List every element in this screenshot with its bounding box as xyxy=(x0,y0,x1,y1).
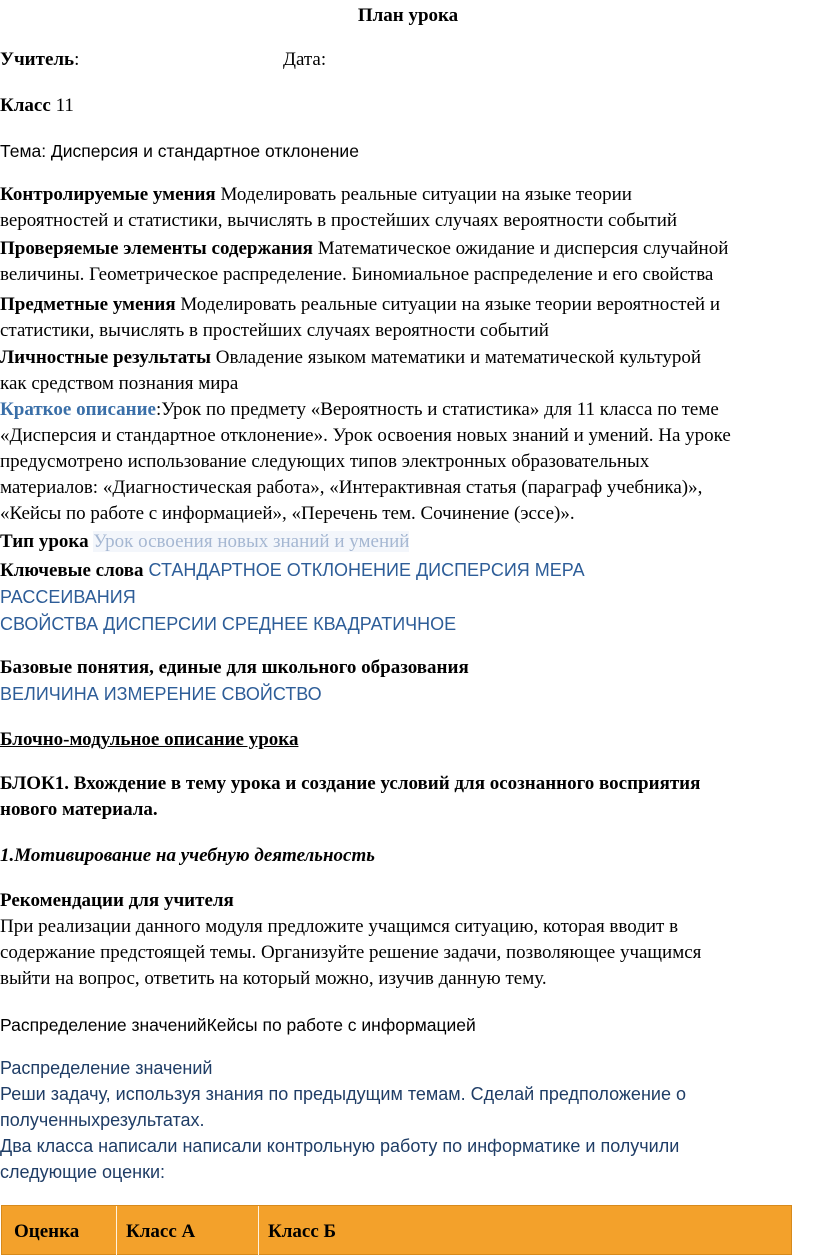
resource-line: Распределение значенийКейсы по работе с информацией xyxy=(0,1015,476,1035)
topic-line: Тема: Дисперсия и стандартное отклонение xyxy=(0,141,359,161)
class-label: Класс xyxy=(0,95,51,116)
table-header-class-a: Класс А xyxy=(126,1221,196,1242)
content-elements-text-1: Математическое ожидание и дисперсия случайной xyxy=(312,238,729,259)
class-value: 11 xyxy=(55,95,74,116)
controlled-skills-text-1: Моделировать реальные ситуации на языке теории xyxy=(215,184,632,205)
teacher-label: Учитель xyxy=(0,49,75,70)
teacher-recs-line-3: выйти на вопрос, ответить на который можно, изучив данную тему. xyxy=(0,968,547,989)
class-field xyxy=(0,93,74,119)
short-description xyxy=(0,397,810,527)
table-divider xyxy=(116,1206,117,1256)
lesson-type xyxy=(0,529,810,555)
block-module-heading xyxy=(0,727,810,753)
teacher-field xyxy=(0,47,79,73)
teacher-colon: : xyxy=(74,49,80,70)
subject-skills-text-1: Моделировать реальные ситуации на языке теории вероятностей и xyxy=(175,294,720,315)
short-description-line-5: «Кейсы по работе с информацией», «Перечень тем. Сочинение (эссе)». xyxy=(0,503,575,524)
task-block xyxy=(0,1055,810,1185)
date-field: Дата: xyxy=(283,49,327,70)
short-description-line-4: материалов: «Диагностическая работа», «Интерактивная статья (параграф учебника)», xyxy=(0,477,703,498)
table-header-grade: Оценка xyxy=(14,1221,80,1242)
task-line-3: Два класса написали написали контрольную работу по информатике и получили xyxy=(0,1136,680,1156)
controlled-skills-text-2: вероятностей и статистики, вычислять в простейших случаях вероятности событий xyxy=(0,210,678,231)
block1-heading-line-2: нового материала. xyxy=(0,799,158,820)
teacher-recs-heading: Рекомендации для учителя xyxy=(0,890,234,911)
short-description-line-2: «Дисперсия и стандартное отклонение». Урок освоения новых знаний и умений. На уроке xyxy=(0,425,731,446)
block1-heading xyxy=(0,771,810,823)
keywords-line-1: СТАНДАРТНОЕ ОТКЛОНЕНИЕ ДИСПЕРСИЯ МЕРА xyxy=(143,560,585,580)
content-elements-label: Проверяемые элементы содержания xyxy=(0,238,313,259)
grades-table xyxy=(1,1205,792,1255)
lesson-type-label: Тип урока xyxy=(0,531,89,552)
task-line-1: Реши задачу, используя знания по предыдущим темам. Сделай предположение о xyxy=(0,1084,686,1104)
teacher-recs-line-1: При реализации данного модуля предложите учащимся ситуацию, которая вводит в xyxy=(0,916,679,937)
teacher-recs-line-2: содержание предстоящей темы. Организуйте решение задачи, позволяющее учащимся xyxy=(0,942,702,963)
table-header-class-b: Класс Б xyxy=(268,1221,337,1242)
teacher-recommendations xyxy=(0,888,810,992)
controlled-skills xyxy=(0,182,810,234)
personal-results-text-1: Овладение языком математики и математической культурой xyxy=(211,347,702,368)
short-description-line-1: :Урок по предмету «Вероятность и статистика» для 11 класса по теме xyxy=(155,399,719,420)
subject-skills-text-2: статистики, вычислять в простейших случаях вероятности событий xyxy=(0,320,549,341)
personal-results-text-2: как средством познания мира xyxy=(0,373,239,394)
block-module-heading-text: Блочно-модульное описание урока xyxy=(0,729,299,750)
keywords xyxy=(0,557,810,638)
base-concepts-label: Базовые понятия, единые для школьного образования xyxy=(0,657,469,678)
base-concepts-value: ВЕЛИЧИНА ИЗМЕРЕНИЕ СВОЙСТВО xyxy=(0,684,322,704)
task-line-4: следующие оценки: xyxy=(0,1162,165,1182)
base-concepts xyxy=(0,655,810,708)
keywords-label: Ключевые слова xyxy=(0,560,144,581)
task-title: Распределение значений xyxy=(0,1058,213,1078)
page-title: План урока xyxy=(357,5,459,26)
table-divider xyxy=(258,1206,259,1256)
motivation-heading-text: 1.Мотивирование на учебную деятельность xyxy=(0,845,375,866)
short-description-line-3: предусмотрено использование следующих типов электронных образовательных xyxy=(0,451,650,472)
motivation-heading xyxy=(0,843,810,869)
personal-results xyxy=(0,345,810,397)
personal-results-label: Личностные результаты xyxy=(0,347,211,368)
block1-heading-line-1: БЛОК1. Вхождение в тему урока и создание условий для осознанного восприятия xyxy=(0,773,701,794)
lesson-type-value: Урок освоения новых знаний и умений xyxy=(93,531,410,552)
keywords-line-2: РАССЕИВАНИЯ xyxy=(0,587,136,607)
subject-skills xyxy=(0,292,810,344)
task-line-2: полученныхрезультатах. xyxy=(0,1110,205,1130)
keywords-line-3: СВОЙСТВА ДИСПЕРСИИ СРЕДНЕЕ КВАДРАТИЧНОЕ xyxy=(0,614,457,634)
content-elements-text-2: величины. Геометрическое распределение. Биномиальное распределение и его свойства xyxy=(0,264,714,285)
short-description-label: Краткое описание xyxy=(0,399,156,420)
controlled-skills-label: Контролируемые умения xyxy=(0,184,216,205)
subject-skills-label: Предметные умения xyxy=(0,294,176,315)
content-elements xyxy=(0,236,810,288)
